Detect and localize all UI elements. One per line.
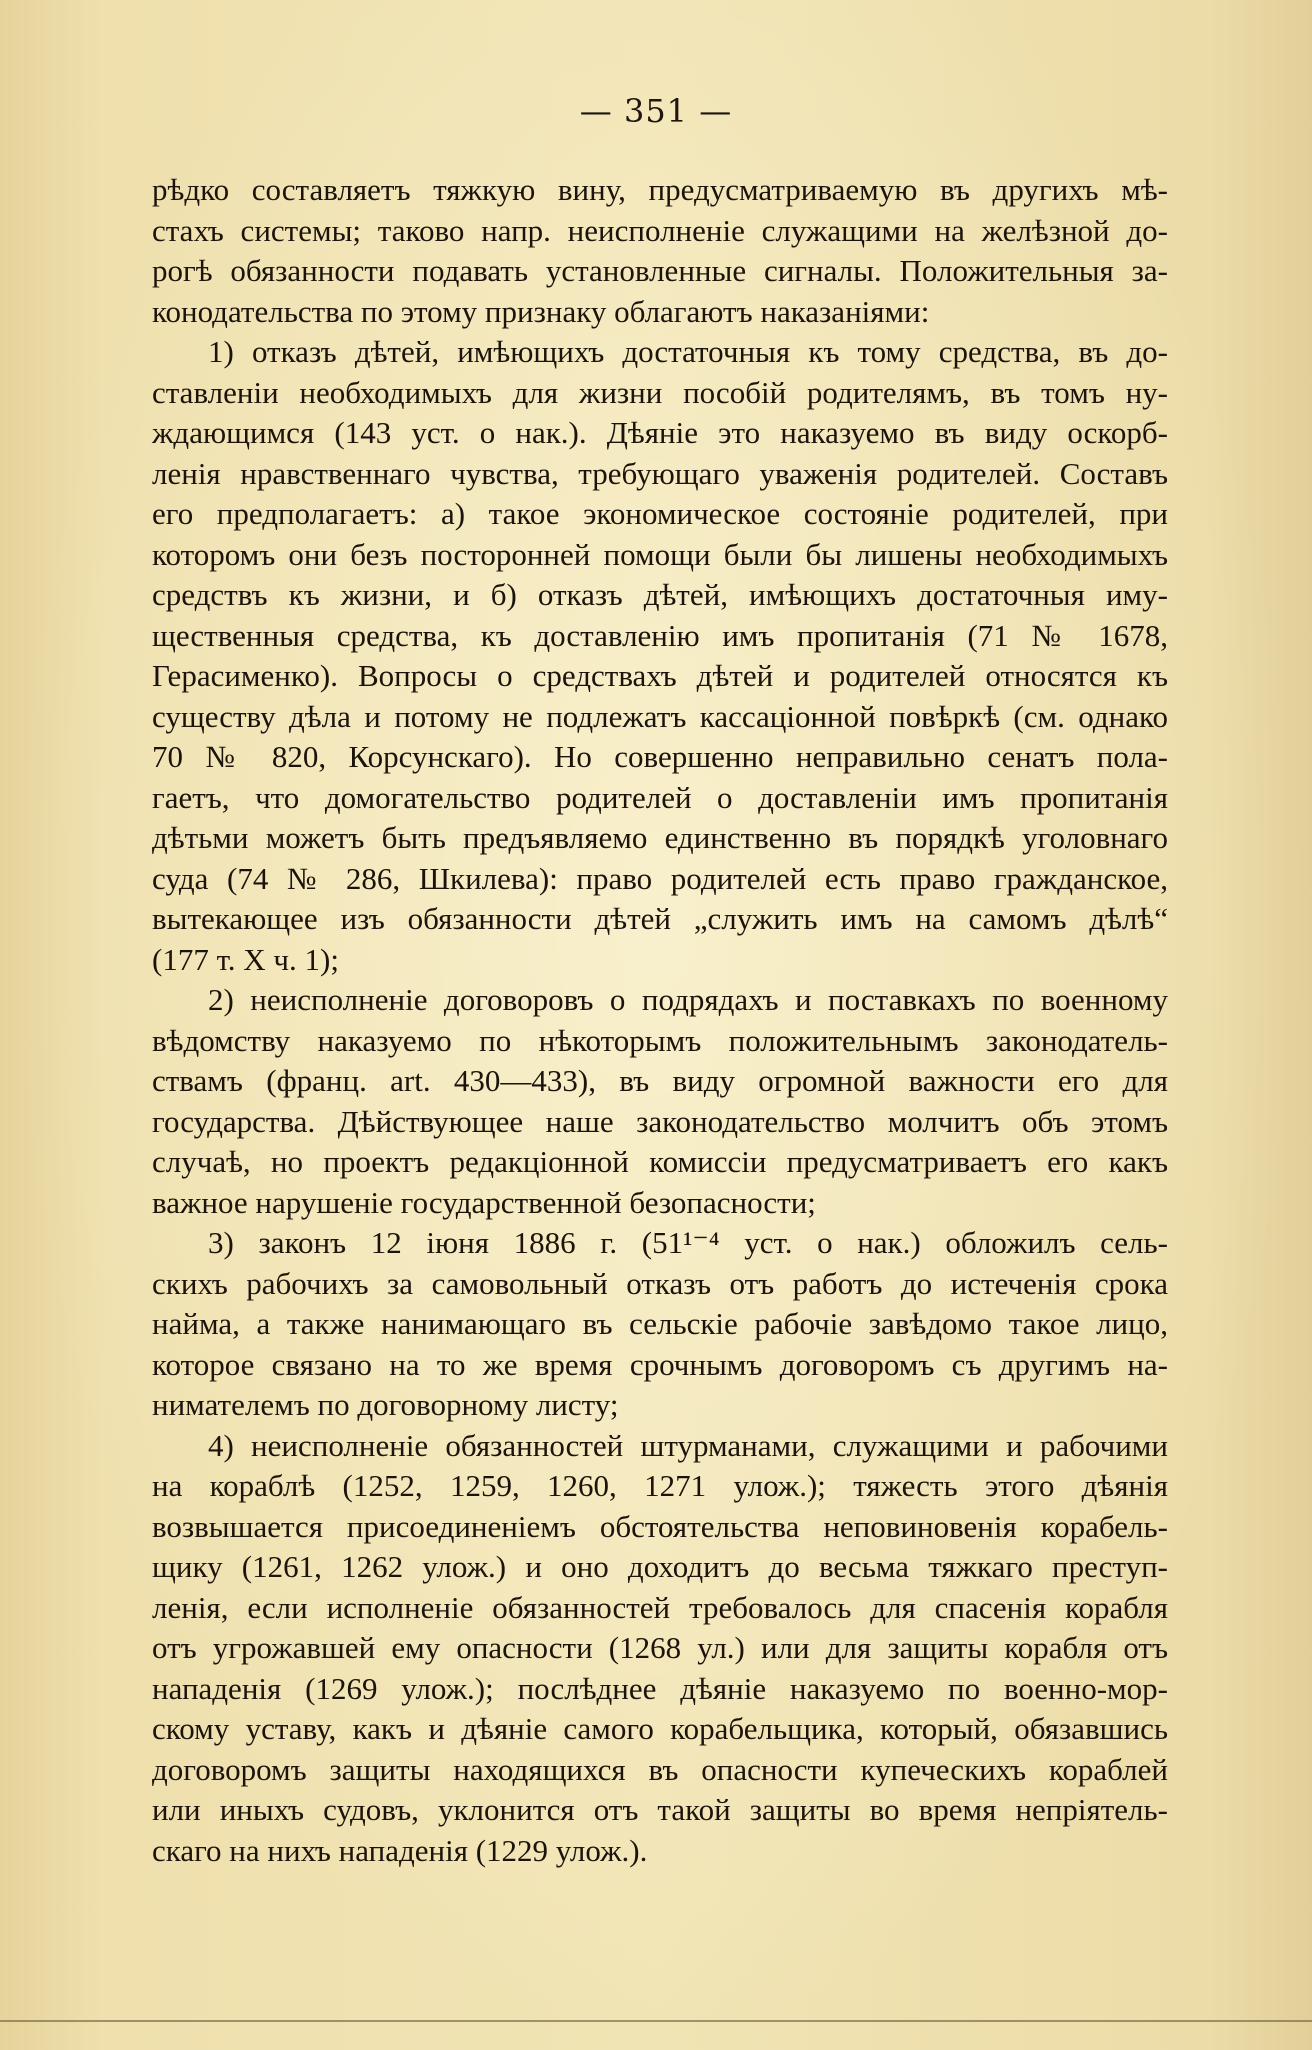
text-line: суда (74 № 286, Шкилева): право родителей есть право гражданское, <box>152 860 1168 896</box>
text-line: ленія нравственнаго чувства, требующаго уваженія родителей. Составъ <box>152 455 1168 491</box>
text-line: Герасименко). Вопросы о средствахъ дѣтей и родителей относятся къ <box>152 658 1168 693</box>
text-line: случаѣ, но проектъ редакціонной комиссіи предусматриваетъ его какъ <box>152 1144 1168 1179</box>
text-line: существу дѣла и потому не подлежатъ кассаціонной повѣркѣ (см. однако <box>152 698 1168 734</box>
text-line: щественныя средства, къ доставленію имъ пропитанія (71 № 1678, <box>152 617 1168 653</box>
text-line: скому уставу, какъ и дѣяніе самого корабельщика, который, обязавшись <box>152 1711 1168 1746</box>
text-line: скаго на нихъ нападенія (1229 улож.). <box>152 1832 648 1868</box>
text-line: на кораблѣ (1252, 1259, 1260, 1271 улож.); тяжесть этого дѣянія <box>152 1468 1168 1503</box>
text-line: 4) неисполненіе обязанностей штурманами, служащими и рабочими <box>208 1427 1168 1463</box>
text-line: скихъ рабочихъ за самовольный отказъ отъ работъ до истеченія срока <box>152 1265 1168 1301</box>
text-line: средствъ къ жизни, и б) отказъ дѣтей, имѣющихъ достаточныя иму- <box>152 577 1168 612</box>
text-line: ленія, если исполненіе обязанностей требовалось для спасенія корабля <box>152 1589 1168 1625</box>
text-line: нимателемъ по договорному листу; <box>152 1387 619 1422</box>
text-line: отъ угрожавшей ему опасности (1268 ул.) или для защиты корабля отъ <box>152 1630 1168 1665</box>
text-line: 1) отказъ дѣтей, имѣющихъ достаточныя къ тому средства, въ до- <box>208 334 1168 369</box>
text-line: важное нарушеніе государственной безопасности; <box>152 1184 816 1220</box>
body-text <box>152 170 1168 1871</box>
text-line: государства. Дѣйствующее наше законодательство молчитъ объ этомъ <box>152 1103 1168 1139</box>
text-line: ставленіи необходимыхъ для жизни пособій родителямъ, въ томъ ну- <box>152 374 1168 410</box>
text-line: ствамъ (франц. art. 430—433), въ виду огромной важности его для <box>152 1063 1168 1098</box>
text-line: которомъ они безъ посторонней помощи были бы лишены необходимыхъ <box>152 536 1168 572</box>
text-line: щику (1261, 1262 улож.) и оно доходитъ до весьма тяжкаго преступ- <box>152 1549 1168 1584</box>
text-line: нападенія (1269 улож.); послѣднее дѣяніе наказуемо по военно-мор- <box>152 1670 1168 1706</box>
text-line: (177 т. X ч. 1); <box>152 941 339 977</box>
text-line: вытекающее изъ обязанности дѣтей „служить имъ на самомъ дѣлѣ“ <box>152 901 1168 936</box>
text-line: вѣдомству наказуемо по нѣкоторымъ положительнымъ законодатель- <box>152 1022 1168 1058</box>
page-number: — 351 — <box>579 92 733 130</box>
text-line: которое связано на то же время срочнымъ договоромъ съ другимъ на- <box>152 1346 1168 1382</box>
text-line: его предполагаетъ: а) такое экономическое состояніе родителей, при <box>152 496 1168 531</box>
page-bottom-edge <box>0 2020 1312 2022</box>
text-line: дѣтьми можетъ быть предъявляемо единственно въ порядкѣ уголовнаго <box>152 820 1168 855</box>
text-line: найма, а также нанимающаго въ сельскіе рабочіе завѣдомо такое лицо, <box>152 1306 1168 1341</box>
text-line: конодательства по этому признаку облагаютъ наказаніями: <box>152 293 930 329</box>
text-line: или иныхъ судовъ, уклонится отъ такой защиты во время непріятель- <box>152 1792 1168 1827</box>
text-line: 70 № 820, Корсунскаго). Но совершенно неправильно сенатъ пола- <box>152 739 1168 774</box>
text-line: гаетъ, что домогательство родителей о доставленіи имъ пропитанія <box>152 779 1168 815</box>
text-line: возвышается присоединеніемъ обстоятельства неповиновенія корабель- <box>152 1508 1168 1544</box>
text-line: 3) законъ 12 іюня 1886 г. (51¹⁻⁴ уст. о нак.) обложилъ сель- <box>208 1225 1168 1260</box>
text-line: договоромъ защиты находящихся въ опасности купеческихъ кораблей <box>152 1751 1168 1787</box>
text-line: 2) неисполненіе договоровъ о подрядахъ и поставкахъ по военному <box>208 982 1168 1017</box>
text-line: рѣдко составляетъ тяжкую вину, предусматриваемую въ другихъ мѣ- <box>152 172 1168 207</box>
text-line: рогѣ обязанности подавать установленные сигналы. Положительныя за- <box>152 253 1168 288</box>
text-line: стахъ системы; таково напр. неисполненіе служащими на желѣзной до- <box>152 212 1168 248</box>
text-line: ждающимся (143 уст. о нак.). Дѣяніе это наказуемо въ виду оскорб- <box>152 415 1168 450</box>
